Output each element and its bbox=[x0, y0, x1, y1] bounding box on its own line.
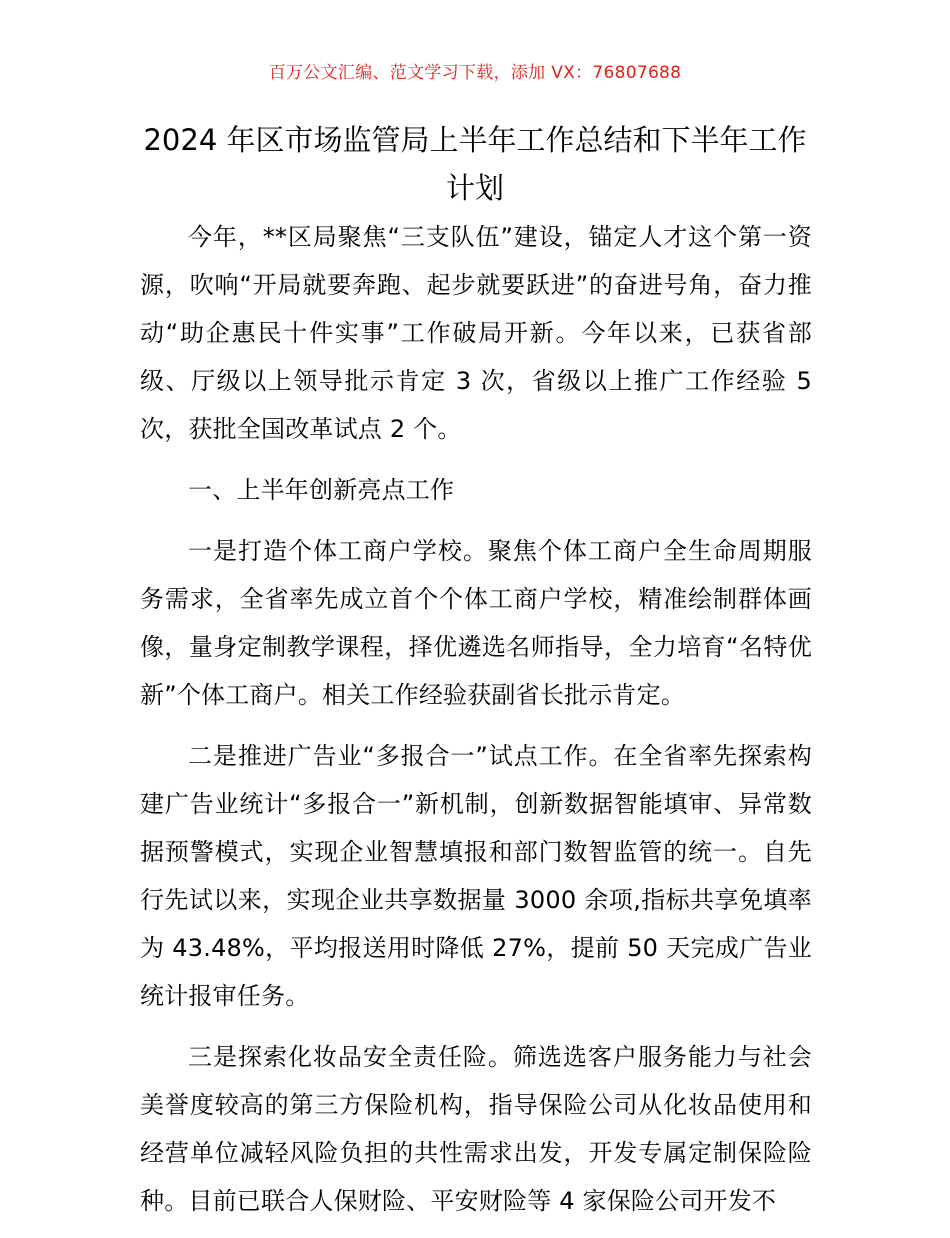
header-notice: 百万公文汇编、范文学习下载，添加 VX：76807688 bbox=[268, 63, 682, 83]
document-title: 2024 年区市场监管局上半年工作总结和下半年工作计划 bbox=[143, 123, 807, 205]
item-paragraph-3: 三是探索化妆品安全责任险。筛选选客户服务能力与社会美誉度较高的第三方保险机构，指导保险公司从化妆品使用和经营单位减轻风险负担的共性需求出发，开发专属定制保险险种。目前已联合人保财险、平安财险等 4 家保险公司开发不 bbox=[140, 1043, 812, 1215]
item-paragraph-2: 二是推进广告业“多报合一”试点工作。在全省率先探索构建广告业统计“多报合一”新机制，创新数据智能填审、异常数据预警模式，实现企业智慧填报和部门数智监管的统一。自先行先试以来，实现企业共享数据量 3000 余项,指标共享免填率为 43.48%，平均报送用时降低 27%，提前 50 天完成广告业统计报审任务。 bbox=[140, 742, 812, 1010]
document-body bbox=[140, 213, 812, 1238]
intro-paragraph: 今年，**区局聚焦“三支队伍”建设，锚定人才这个第一资源，吹响“开局就要奔跑、起步就要跃进”的奋进号角，奋力推动“助企惠民十件实事”工作破局开新。今年以来，已获省部级、厅级以上领导批示肯定 3 次，省级以上推广工作经验 5 次，获批全国改革试点 2 个。 bbox=[140, 223, 812, 443]
section-heading: 一、上半年创新亮点工作 bbox=[188, 476, 455, 504]
item-paragraph-1: 一是打造个体工商户学校。聚焦个体工商户全生命周期服务需求，全省率先成立首个个体工商户学校，精准绘制群体画像，量身定制教学课程，择优遴选名师指导，全力培育“名特优新”个体工商户。相关工作经验获副省长批示肯定。 bbox=[140, 537, 812, 709]
